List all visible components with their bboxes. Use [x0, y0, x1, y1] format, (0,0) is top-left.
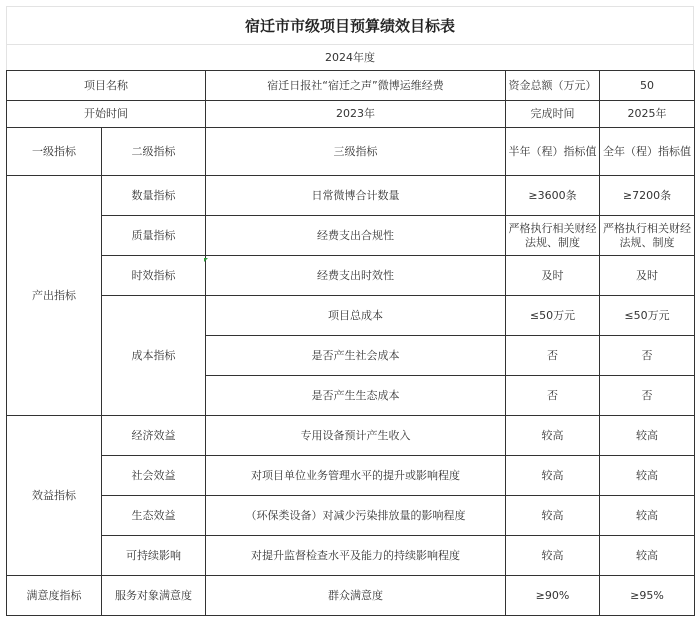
- group-benefit: 效益指标: [7, 416, 102, 576]
- half-value-cell: 较高: [506, 416, 600, 456]
- full-value-cell: 较高: [600, 416, 695, 456]
- level3-cell: 日常微博合计数量: [206, 176, 506, 216]
- full-value-cell: 较高: [600, 496, 695, 536]
- header-level1: 一级指标: [7, 128, 102, 176]
- half-value-cell: 较高: [506, 456, 600, 496]
- target-table: [6, 70, 695, 616]
- table-row: [7, 216, 695, 256]
- table-row: [7, 416, 695, 456]
- full-value-cell: 及时: [600, 256, 695, 296]
- project-name-label: 项目名称: [7, 71, 206, 101]
- full-value-cell: 较高: [600, 536, 695, 576]
- level2-cell: 社会效益: [102, 456, 206, 496]
- table-row: [7, 256, 695, 296]
- document-title: 宿迁市市级项目预算绩效目标表: [6, 6, 694, 44]
- level3-cell: 对项目单位业务管理水平的提升或影响程度: [206, 456, 506, 496]
- level2-cell: 成本指标: [102, 296, 206, 416]
- level3-cell: 群众满意度: [206, 576, 506, 616]
- time-row: [7, 101, 695, 128]
- level2-cell: 经济效益: [102, 416, 206, 456]
- level3-cell: 经费支出合规性: [206, 216, 506, 256]
- table-row: [7, 496, 695, 536]
- cell-comment-marker: [204, 258, 208, 262]
- level2-cell: 生态效益: [102, 496, 206, 536]
- header-full-year: 全年（程）指标值: [600, 128, 695, 176]
- table-row: [7, 176, 695, 216]
- half-value-cell: 严格执行相关财经法规、制度: [506, 216, 600, 256]
- level2-cell: 时效指标: [102, 256, 206, 296]
- level2-cell: 数量指标: [102, 176, 206, 216]
- half-value-cell: ≥90%: [506, 576, 600, 616]
- header-half-year: 半年（程）指标值: [506, 128, 600, 176]
- level3-cell: （环保类设备）对减少污染排放量的影响程度: [206, 496, 506, 536]
- level2-cell: 质量指标: [102, 216, 206, 256]
- table-row: [7, 576, 695, 616]
- level3-cell: 是否产生生态成本: [206, 376, 506, 416]
- level2-cell: 可持续影响: [102, 536, 206, 576]
- level3-cell: 专用设备预计产生收入: [206, 416, 506, 456]
- group-satisfaction: 满意度指标: [7, 576, 102, 616]
- full-value-cell: 严格执行相关财经法规、制度: [600, 216, 695, 256]
- level3-cell: 项目总成本: [206, 296, 506, 336]
- end-value: 2025年: [600, 101, 695, 128]
- start-label: 开始时间: [7, 101, 206, 128]
- level3-cell: 经费支出时效性: [206, 256, 506, 296]
- half-value-cell: ≤50万元: [506, 296, 600, 336]
- half-value-cell: ≥3600条: [506, 176, 600, 216]
- half-value-cell: 否: [506, 336, 600, 376]
- full-value-cell: ≥7200条: [600, 176, 695, 216]
- year-label: 2024年度: [6, 44, 694, 70]
- full-value-cell: 否: [600, 376, 695, 416]
- full-value-cell: ≤50万元: [600, 296, 695, 336]
- end-label: 完成时间: [506, 101, 600, 128]
- table-row: [7, 456, 695, 496]
- table-row: [7, 296, 695, 336]
- full-value-cell: ≥95%: [600, 576, 695, 616]
- half-value-cell: 否: [506, 376, 600, 416]
- half-value-cell: 较高: [506, 496, 600, 536]
- header-level2: 二级指标: [102, 128, 206, 176]
- level2-cell: 服务对象满意度: [102, 576, 206, 616]
- group-output: 产出指标: [7, 176, 102, 416]
- level3-cell: 对提升监督检查水平及能力的持续影响程度: [206, 536, 506, 576]
- full-value-cell: 否: [600, 336, 695, 376]
- level3-cell: 是否产生社会成本: [206, 336, 506, 376]
- project-name-value: 宿迁日报社“宿迁之声”微博运维经费: [206, 71, 506, 101]
- fund-value: 50: [600, 71, 695, 101]
- table-row: [7, 536, 695, 576]
- full-value-cell: 较高: [600, 456, 695, 496]
- header-level3: 三级指标: [206, 128, 506, 176]
- half-value-cell: 较高: [506, 536, 600, 576]
- header-row: [7, 128, 695, 176]
- start-value: 2023年: [206, 101, 506, 128]
- project-name-row: [7, 71, 695, 101]
- fund-label: 资金总额（万元）: [506, 71, 600, 101]
- half-value-cell: 及时: [506, 256, 600, 296]
